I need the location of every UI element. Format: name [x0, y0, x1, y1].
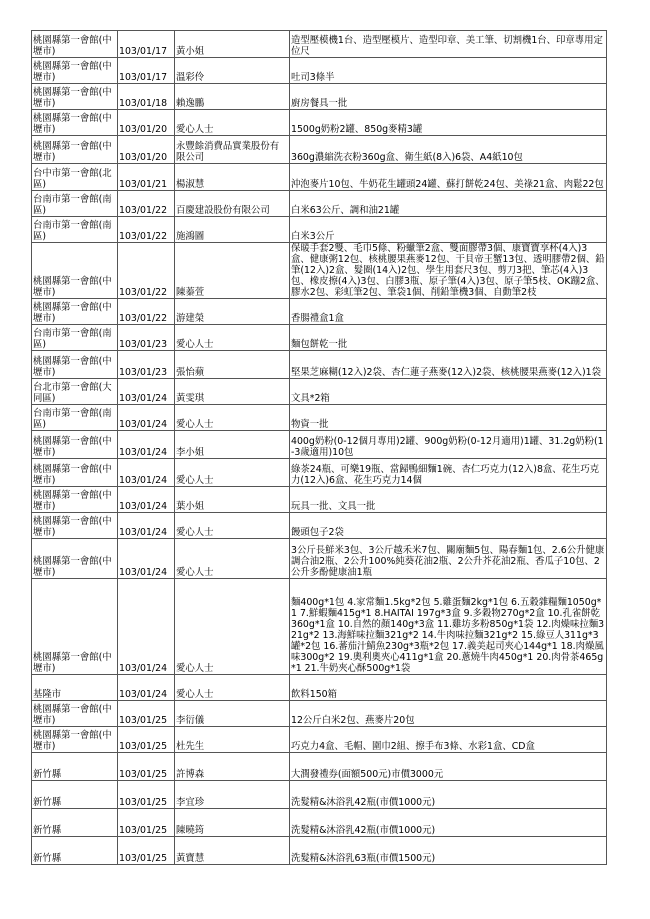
table-row: [32, 405, 607, 431]
date-cell: 103/01/20: [118, 136, 175, 164]
donor-cell: 百慶建設股份有限公司: [175, 191, 290, 217]
table-row: [32, 164, 607, 191]
donor-cell: 永豐餘消費品實業股份有限公司: [175, 136, 290, 164]
date-cell: 103/01/22: [118, 299, 175, 325]
donor-cell: 愛心人士: [175, 579, 290, 675]
items-cell: 麵400g*1包 4.家常麵1.5kg*2包 5.雞蛋麵2kg*1包 6.五穀雜糧麵1050g*1 7.鮮蝦麵415g*1 8.HAITAI 197g*3盒 9.多穀物270g*2盒 10.孔雀餅乾360g*1盒 10.自然的顏140g*3盒 11.雞坊多粉850g*1袋 12.肉燥味拉麵321g*2 13.海鮮味拉麵321g*2 14.牛肉味拉麵321g*2 15.綠豆人311g*3罐*2包 16.蕃茄汁鯖魚230g*3瓶*2包 17.義美起司夾心144g*1 18.肉燥風味300g*2 19.奧利奧夾心411g*1盒 20.蔥燒牛肉450g*1 20.肉骨茶465g*1 21.牛奶夾心酥500g*1袋: [290, 579, 607, 675]
table-row: [32, 781, 607, 809]
donor-cell: 楊淑慧: [175, 164, 290, 191]
table-row: [32, 351, 607, 379]
date-cell: 103/01/25: [118, 727, 175, 753]
org-cell: 基隆市: [32, 675, 118, 701]
table-row: [32, 727, 607, 753]
donor-cell: 李小姐: [175, 431, 290, 459]
date-cell: 103/01/24: [118, 487, 175, 513]
table-row: [32, 701, 607, 727]
items-cell: 保暖手套2雙、毛巾5條、粉蠟筆2盒、雙面膠帶3個、康寶寶享杯(4入)3盒、健康粥12包、核桃腰果燕麥12包、干貝帝王蟹13包、透明膠帶2個、鉛筆(12入)2盒、髮圈(14入)2包、學生用套尺3包、剪刀3把、筆芯(4入)3包、橡皮擦(4入)3包、白膠3瓶、原子筆(4入)3包、原子筆5枝、OK蹦2盒、膠水2包、彩虹筆2包、筆袋1個、削鉛筆機3個、自動筆2枝: [291, 243, 605, 298]
table-row: [32, 217, 607, 243]
date-cell: 103/01/25: [118, 809, 175, 837]
date-cell: 103/01/24: [118, 675, 175, 701]
items-cell: 玩具一批、文具一批: [290, 487, 607, 513]
date-cell: 103/01/18: [118, 84, 175, 110]
org-cell: 桃園縣第一會館(中壢市): [32, 431, 118, 459]
donor-cell: 陳曉筠: [175, 809, 290, 837]
table-row: [32, 243, 607, 299]
items-cell: 廚房餐具一批: [290, 84, 607, 110]
donor-cell: 張怡蘋: [175, 351, 290, 379]
donation-table: [31, 30, 607, 865]
org-cell: 新竹縣: [32, 753, 118, 781]
date-cell: 103/01/25: [118, 781, 175, 809]
table-row: [32, 191, 607, 217]
org-cell: 新竹縣: [32, 809, 118, 837]
donor-cell: 許博森: [175, 753, 290, 781]
org-cell: 台南市第一會館(南區): [32, 217, 118, 243]
table-row: [32, 58, 607, 84]
table-row: [32, 487, 607, 513]
date-cell: 103/01/24: [118, 459, 175, 487]
donor-cell: 黃小姐: [175, 31, 290, 58]
org-cell: 桃園縣第一會館(中壢市): [32, 487, 118, 513]
donor-cell: 黃寶慧: [175, 837, 290, 865]
org-cell: 台北市第一會館(大同區): [32, 379, 118, 405]
items-cell: 大潤發禮券(面額500元)市價3000元: [290, 753, 607, 781]
items-cell: 1500g奶粉2罐、850g麥精3罐: [290, 110, 607, 136]
date-cell: 103/01/17: [118, 58, 175, 84]
table-row: [32, 31, 607, 58]
org-cell: 桃園縣第一會館(中壢市): [32, 84, 118, 110]
date-cell: 103/01/17: [118, 31, 175, 58]
donor-cell: 施鴻圖: [175, 217, 290, 243]
donor-cell: 愛心人士: [175, 325, 290, 351]
org-cell: 桃園縣第一會館(中壢市): [32, 31, 118, 58]
date-cell: 103/01/20: [118, 110, 175, 136]
items-cell: 沖泡麥片10包、牛奶花生罐頭24罐、蘇打餅乾24包、美祿21盒、肉鬆22包: [290, 164, 607, 191]
items-cell: 洗髮精&沐浴乳42瓶(市價1000元): [290, 809, 607, 837]
items-cell: 饅頭包子2袋: [290, 513, 607, 539]
date-cell: 103/01/23: [118, 351, 175, 379]
org-cell: 桃園縣第一會館(中壢市): [32, 459, 118, 487]
org-cell: 新竹縣: [32, 837, 118, 865]
table-row: [32, 459, 607, 487]
date-cell: 103/01/23: [118, 325, 175, 351]
donor-cell: 愛心人士: [175, 675, 290, 701]
items-cell: 3公斤長鮮米3包、3公斤越禾米7包、關廟麵5包、陽春麵1包、2.6公升健康調合油2瓶、2公升100%純葵花油2瓶、2公升芥花油2瓶、香瓜子10包、2公升多酚健康油1瓶: [290, 539, 607, 579]
donor-cell: 愛心人士: [175, 513, 290, 539]
date-cell: 103/01/25: [118, 701, 175, 727]
items-cell: 巧克力4盒、毛帽、圍巾2組、擦手布3條、水彩1盒、CD盒: [290, 727, 607, 753]
org-cell: 新竹縣: [32, 781, 118, 809]
date-cell: 103/01/22: [118, 191, 175, 217]
date-cell: 103/01/25: [118, 753, 175, 781]
org-cell: 桃園縣第一會館(中壢市): [32, 701, 118, 727]
donor-cell: 游建榮: [175, 299, 290, 325]
date-cell: 103/01/24: [118, 579, 175, 675]
org-cell: 桃園縣第一會館(中壢市): [32, 351, 118, 379]
items-cell: 造型壓模機1台、造型壓模片、造型印章、美工筆、切割機1台、印章專用定位尺: [290, 31, 607, 58]
org-cell: 桃園縣第一會館(中壢市): [32, 579, 118, 675]
table-row: [32, 539, 607, 579]
items-cell: 香腸禮盒1盒: [290, 299, 607, 325]
donation-table-body: [32, 31, 607, 865]
items-cell: 文具*2箱: [290, 379, 607, 405]
donor-cell: 黃雯琪: [175, 379, 290, 405]
date-cell: 103/01/24: [118, 513, 175, 539]
items-cell: 360g濃縮洗衣粉360g盒、衛生紙(8入)6袋、A4紙10包: [290, 136, 607, 164]
table-row: [32, 299, 607, 325]
org-cell: 桃園縣第一會館(中壢市): [32, 539, 118, 579]
date-cell: 103/01/24: [118, 405, 175, 431]
table-row: [32, 513, 607, 539]
items-cell: 物資一批: [290, 405, 607, 431]
donor-cell: 愛心人士: [175, 459, 290, 487]
date-cell: 103/01/25: [118, 837, 175, 865]
items-cell: 洗髮精&沐浴乳63瓶(市價1500元): [290, 837, 607, 865]
donor-cell: 李宜珍: [175, 781, 290, 809]
table-row: [32, 431, 607, 459]
donor-cell: 愛心人士: [175, 539, 290, 579]
table-row: [32, 837, 607, 865]
donor-cell: 李衍儀: [175, 701, 290, 727]
org-cell: 台南市第一會館(南區): [32, 325, 118, 351]
items-cell: 堅果芝麻糊(12入)2袋、杏仁蓮子燕麥(12入)2袋、核桃腰果燕麥(12入)1袋: [290, 351, 607, 379]
donor-cell: 溫彩伶: [175, 58, 290, 84]
date-cell: 103/01/24: [118, 379, 175, 405]
org-cell: 台南市第一會館(南區): [32, 405, 118, 431]
items-cell: 12公斤白米2包、燕麥片20包: [290, 701, 607, 727]
table-row: [32, 379, 607, 405]
donor-cell: 愛心人士: [175, 110, 290, 136]
table-row: [32, 136, 607, 164]
table-row: [32, 753, 607, 781]
org-cell: 桃園縣第一會館(中壢市): [32, 110, 118, 136]
org-cell: 桃園縣第一會館(中壢市): [32, 299, 118, 325]
items-cell: 麵包餅乾一批: [290, 325, 607, 351]
date-cell: 103/01/24: [118, 539, 175, 579]
table-row: [32, 84, 607, 110]
donor-cell: 葉小姐: [175, 487, 290, 513]
date-cell: 103/01/21: [118, 164, 175, 191]
date-cell: 103/01/22: [118, 243, 175, 299]
items-cell: 400g奶粉(0-12個月專用)2罐、900g奶粉(0-12月適用)1罐、31.2g奶粉(1-3歲適用)10包: [290, 431, 607, 459]
items-cell: 吐司3條半: [290, 58, 607, 84]
table-row: [32, 325, 607, 351]
org-cell: 台中市第一會館(北區): [32, 164, 118, 191]
org-cell: 桃園縣第一會館(中壢市): [32, 136, 118, 164]
date-cell: 103/01/24: [118, 431, 175, 459]
items-cell: 飲料150箱: [290, 675, 607, 701]
donor-cell: 陳蓁萱: [175, 243, 290, 299]
donor-cell: 賴逸鵬: [175, 84, 290, 110]
org-cell: 台南市第一會館(南區): [32, 191, 118, 217]
org-cell: 桃園縣第一會館(中壢市): [32, 243, 118, 299]
table-row: [32, 675, 607, 701]
date-cell: 103/01/22: [118, 217, 175, 243]
org-cell: 桃園縣第一會館(中壢市): [32, 58, 118, 84]
org-cell: 桃園縣第一會館(中壢市): [32, 513, 118, 539]
items-cell: 白米3公斤: [290, 217, 607, 243]
org-cell: 桃園縣第一會館(中壢市): [32, 727, 118, 753]
items-cell: 洗髮精&沐浴乳42瓶(市價1000元): [290, 781, 607, 809]
donor-cell: 杜先生: [175, 727, 290, 753]
table-row: [32, 809, 607, 837]
donor-cell: 愛心人士: [175, 405, 290, 431]
table-row: [32, 579, 607, 675]
table-row: [32, 110, 607, 136]
items-cell: 綠茶24瓶、可樂19瓶、當歸鴨細麵1碗、杏仁巧克力(12入)8盒、花生巧克力(12入)6盒、花生巧克力14個: [290, 459, 607, 487]
items-cell: 白米63公斤、調和油21罐: [290, 191, 607, 217]
